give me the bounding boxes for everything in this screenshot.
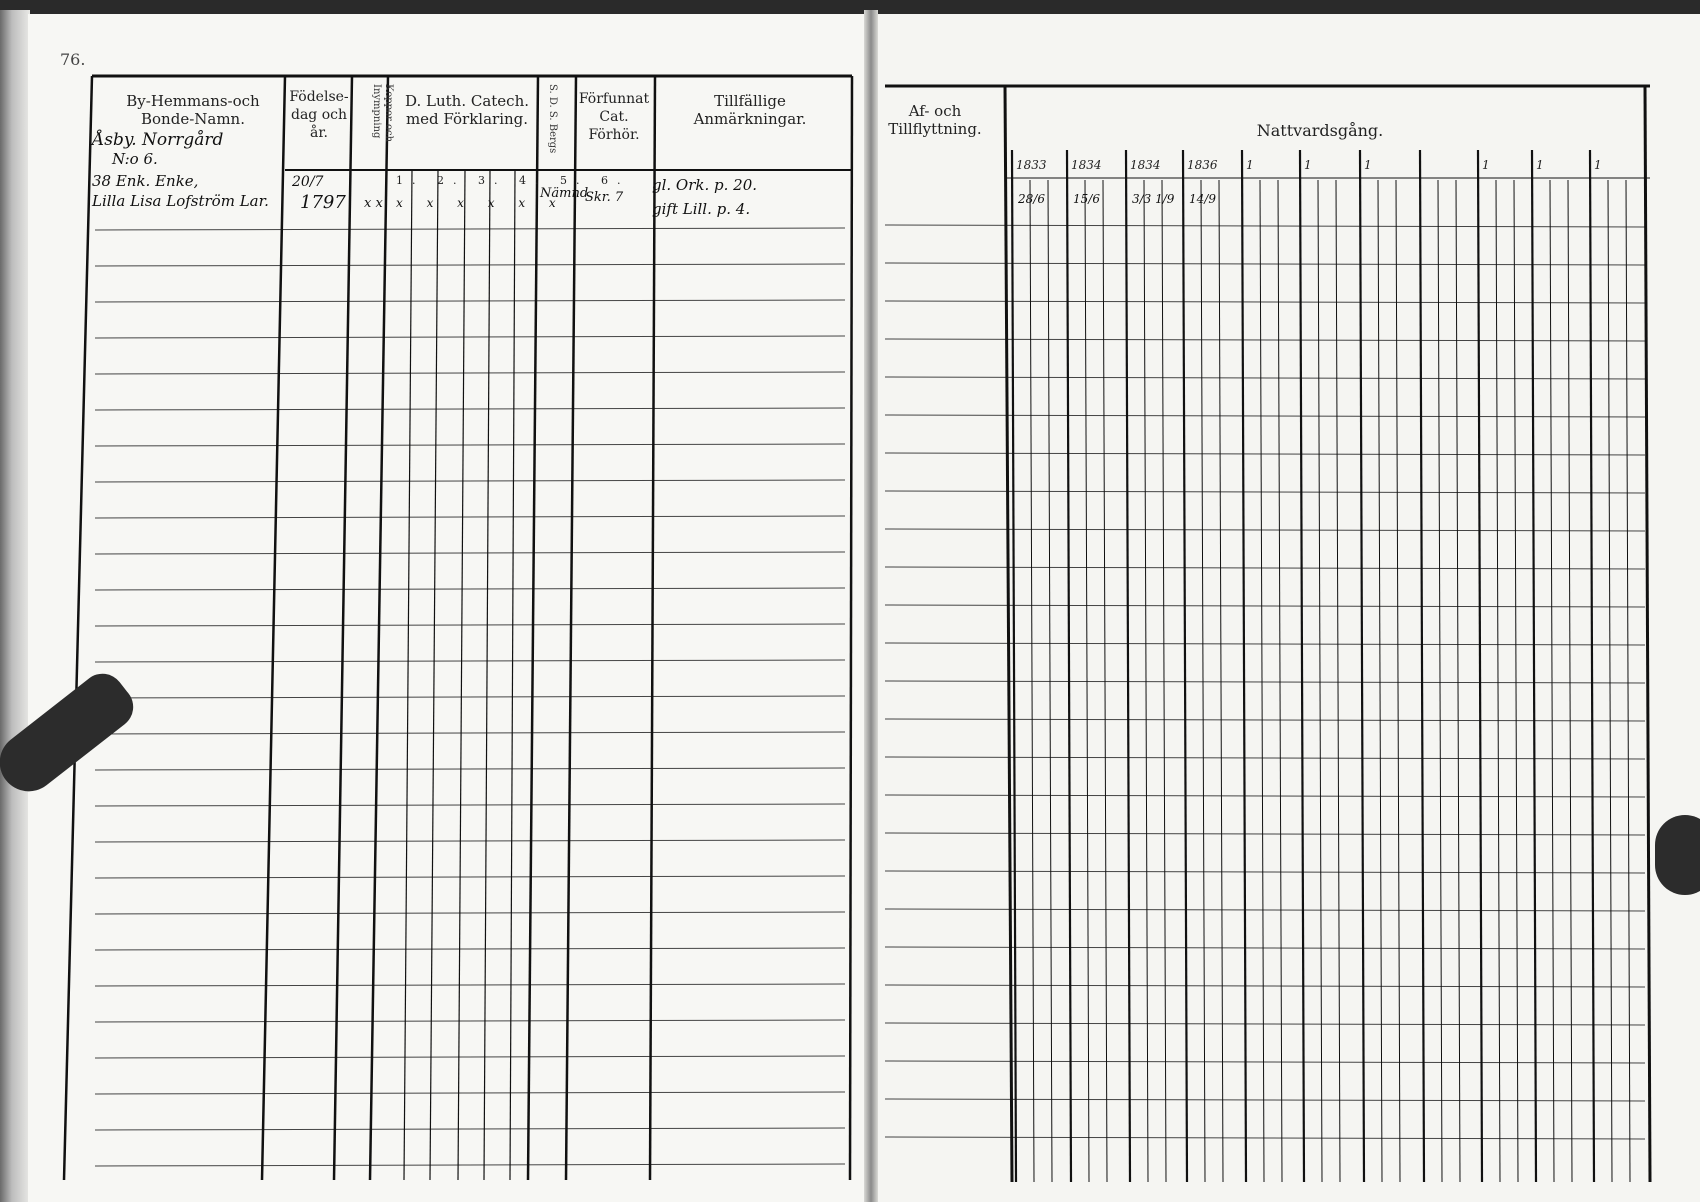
ruled-line bbox=[1300, 150, 1304, 1182]
ruled-line bbox=[95, 696, 845, 698]
ruled-line bbox=[1126, 150, 1130, 1182]
header-understanding: Förfunnat Cat. Förhör. bbox=[578, 91, 650, 143]
ruled-line bbox=[1219, 180, 1223, 1182]
ruled-line bbox=[95, 948, 845, 950]
ruled-line bbox=[334, 76, 352, 1180]
ruled-line bbox=[95, 516, 845, 518]
ruled-line bbox=[1496, 180, 1500, 1182]
ruled-line bbox=[1242, 150, 1246, 1182]
ruled-line bbox=[95, 624, 845, 626]
year-column-label: 1 bbox=[1246, 158, 1254, 172]
ruled-line bbox=[1360, 150, 1364, 1182]
header-catechism: D. Luth. Catech. med Förklaring. bbox=[404, 92, 530, 128]
ruled-line bbox=[1478, 150, 1482, 1182]
ruled-line bbox=[95, 408, 845, 410]
entry-birth-day: 20/7 bbox=[292, 174, 324, 190]
entry-understanding: Skr. 7 bbox=[585, 190, 624, 205]
header-reading: S. D. S. Bergs bbox=[547, 84, 558, 154]
ruled-line bbox=[95, 984, 845, 986]
ruled-line bbox=[885, 1137, 1645, 1139]
ruled-line bbox=[885, 681, 1645, 683]
ruled-line bbox=[885, 415, 1645, 417]
ruled-line bbox=[95, 1020, 845, 1022]
ruled-line bbox=[95, 552, 845, 554]
ruled-line bbox=[885, 909, 1645, 911]
ruled-line bbox=[1183, 150, 1187, 1182]
year-column-label: 1834 bbox=[1130, 158, 1161, 172]
entry-remark-line2: gift Lill. p. 4. bbox=[652, 200, 751, 218]
ruled-line bbox=[95, 1128, 845, 1130]
ruled-line bbox=[95, 768, 845, 770]
ruled-line bbox=[1532, 150, 1536, 1182]
ruled-line bbox=[95, 1056, 845, 1058]
ruled-line bbox=[1396, 180, 1400, 1182]
ruled-line bbox=[885, 795, 1645, 797]
ruled-line bbox=[64, 76, 92, 1180]
year-column-label: 1833 bbox=[1016, 158, 1047, 172]
ruled-line bbox=[95, 912, 845, 914]
ruled-line bbox=[1144, 180, 1148, 1182]
ruled-line bbox=[458, 170, 465, 1180]
ruled-line bbox=[885, 377, 1645, 379]
ruled-line bbox=[885, 757, 1645, 759]
ruled-line bbox=[885, 833, 1645, 835]
entry-remark-line1: gl. Ork. p. 20. bbox=[652, 176, 758, 194]
header-farm-name: By-Hemmans-och Bonde-Namn. bbox=[126, 92, 260, 128]
ruled-line bbox=[95, 804, 845, 806]
ruled-line bbox=[850, 76, 852, 1180]
entry-birth-year: 1797 bbox=[300, 192, 346, 213]
header-moves: Af- och Tillflyttning. bbox=[888, 102, 982, 138]
ruled-line bbox=[510, 170, 515, 1180]
ruled-line bbox=[95, 1092, 845, 1094]
ruled-line bbox=[1420, 150, 1424, 1182]
ruled-line bbox=[1336, 180, 1340, 1182]
entry-person-line2: Lilla Lisa Lofström Lar. bbox=[92, 192, 269, 210]
ruled-line bbox=[95, 876, 845, 878]
ruled-line bbox=[1608, 180, 1612, 1182]
ruled-line bbox=[95, 300, 845, 302]
ruled-line bbox=[1590, 150, 1594, 1182]
entry-person-line1: 38 Enk. Enke, bbox=[92, 172, 199, 190]
ruled-line bbox=[95, 732, 845, 734]
year-column-label: 1 bbox=[1536, 158, 1544, 172]
header-birth-date: Födelse-dag och år. bbox=[289, 89, 349, 141]
ruled-line bbox=[95, 1164, 845, 1166]
ruled-line bbox=[1278, 180, 1282, 1182]
ruled-line bbox=[95, 372, 845, 374]
header-remarks: Tillfällige Anmärkningar. bbox=[693, 92, 807, 128]
ruled-line bbox=[885, 605, 1645, 607]
year-column-label: 1 bbox=[1304, 158, 1312, 172]
year-column-label: 1 bbox=[1594, 158, 1602, 172]
ruled-line bbox=[1626, 180, 1630, 1182]
header-communion: Nattvardsgång. bbox=[1256, 121, 1384, 140]
year-column-label: 1 bbox=[1482, 158, 1490, 172]
ruled-line bbox=[262, 76, 285, 1180]
ruled-line bbox=[1005, 86, 1012, 1182]
ruled-line bbox=[885, 225, 1645, 227]
ruled-line bbox=[370, 76, 388, 1180]
ruled-line bbox=[95, 228, 845, 230]
ruled-line bbox=[885, 263, 1645, 265]
ruled-line bbox=[885, 719, 1645, 721]
year-column-label: 1 bbox=[1364, 158, 1372, 172]
ruled-line bbox=[885, 643, 1645, 645]
ruled-line bbox=[885, 301, 1645, 303]
ruled-line bbox=[95, 264, 845, 266]
catechism-part-numbers: 1. 2. 3. 4. 5. 6. bbox=[396, 174, 630, 187]
ruled-line bbox=[528, 76, 538, 1180]
ruled-line bbox=[95, 588, 845, 590]
ruled-line bbox=[885, 529, 1645, 531]
ruled-line bbox=[484, 170, 490, 1180]
communion-date: 3/3 1/9 bbox=[1132, 192, 1175, 206]
ruled-line bbox=[95, 444, 845, 446]
entry-farm-name: Åsby. Norrgård bbox=[92, 130, 224, 150]
ruled-line bbox=[1067, 150, 1071, 1182]
ruled-line bbox=[885, 491, 1645, 493]
ruled-line bbox=[95, 840, 845, 842]
ruled-line bbox=[1645, 86, 1650, 1182]
ruled-line bbox=[430, 170, 438, 1180]
ruled-line bbox=[885, 1061, 1645, 1063]
ruled-line bbox=[1318, 180, 1322, 1182]
ruled-line bbox=[885, 947, 1645, 949]
ruled-line bbox=[1201, 180, 1205, 1182]
year-column-label: 1834 bbox=[1071, 158, 1102, 172]
ruled-line bbox=[885, 339, 1645, 341]
ruled-line bbox=[1378, 180, 1382, 1182]
ruled-line bbox=[566, 76, 576, 1180]
entry-farm-number: N:o 6. bbox=[112, 150, 158, 168]
thumb-shadow-right bbox=[1655, 815, 1700, 895]
ruled-line bbox=[1550, 180, 1554, 1182]
ruled-line bbox=[95, 480, 845, 482]
year-column-label: 1836 bbox=[1187, 158, 1218, 172]
ruled-line bbox=[650, 76, 655, 1180]
ruled-line bbox=[1162, 180, 1166, 1182]
communion-date: 14/9 bbox=[1189, 192, 1216, 206]
ruled-line bbox=[1514, 180, 1518, 1182]
ruled-line bbox=[885, 985, 1645, 987]
ruled-line bbox=[885, 871, 1645, 873]
ruled-line bbox=[885, 1099, 1645, 1101]
ruled-line bbox=[885, 567, 1645, 569]
ruled-line bbox=[1103, 180, 1107, 1182]
ruled-line bbox=[885, 453, 1645, 455]
page-number: 76. bbox=[60, 50, 86, 69]
ruled-line bbox=[1568, 180, 1572, 1182]
entry-reading: Nämnd bbox=[540, 186, 589, 201]
header-vaccination: Koppor och Inympning bbox=[371, 84, 394, 143]
ruled-line bbox=[95, 660, 845, 662]
ruled-line bbox=[1260, 180, 1264, 1182]
entry-vaccination: x x bbox=[364, 196, 383, 211]
ruled-line bbox=[404, 170, 412, 1180]
ruled-line bbox=[885, 1023, 1645, 1025]
ruled-line bbox=[1012, 150, 1016, 1182]
ruled-line bbox=[1085, 180, 1089, 1182]
entry-catechism-marks: x x x x x x bbox=[396, 196, 566, 210]
communion-date: 28/6 bbox=[1018, 192, 1045, 206]
ruled-line bbox=[1438, 180, 1442, 1182]
communion-date: 15/6 bbox=[1073, 192, 1100, 206]
ruled-line bbox=[1456, 180, 1460, 1182]
ruled-line bbox=[95, 336, 845, 338]
